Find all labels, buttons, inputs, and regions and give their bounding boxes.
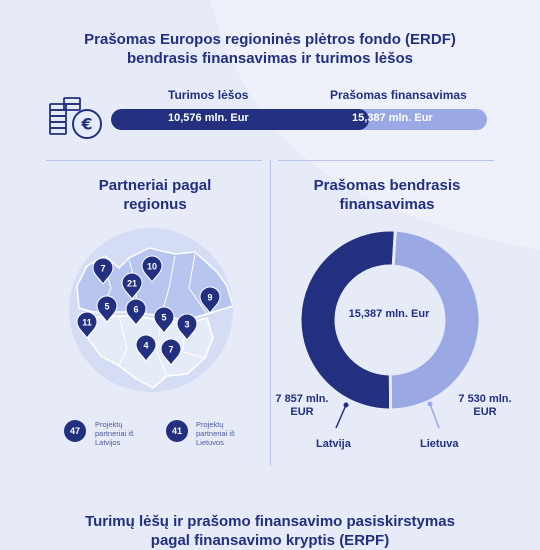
requested-funding-label: Prašomas finansavimas (330, 88, 467, 102)
available-funds-label: Turimos lėšos (168, 88, 249, 102)
cofinancing-title (282, 176, 492, 214)
map-pin-label: 6 (133, 304, 139, 315)
available-funds-value: 10,576 mln. Eur (168, 112, 249, 124)
map-pin-label: 5 (161, 312, 167, 323)
partners-title-line1: Partneriai pagal (98, 177, 212, 194)
partners-title (60, 176, 250, 214)
divider-right (278, 160, 494, 161)
cofinancing-title-line2: finansavimas (339, 196, 435, 213)
map-pin-label: 7 (100, 263, 106, 274)
euro-coins-icon (46, 96, 106, 142)
latvia-value-line1: 7 857 mln. (275, 393, 329, 405)
map-pin-label: 9 (207, 292, 213, 303)
cofinancing-title-line1: Prašomas bendrasis (313, 177, 461, 194)
latvia-value-line2: EUR (290, 406, 314, 418)
lithuania-name: Lietuva (420, 438, 459, 450)
latvia-partners-text: Projektų partneriai iš Latvijos (95, 420, 134, 447)
distribution-title-line1: Turimų lėšų ir prašomo finansavimo pasiskirstymas (85, 513, 455, 530)
lithuania-value-line1: 7 530 mln. (458, 393, 512, 405)
lithuania-value-line2: EUR (473, 406, 497, 418)
map-pin-label: 10 (146, 261, 158, 272)
divider-left (46, 160, 262, 161)
lithuania-partners-badge: 41 (166, 420, 188, 442)
page-title-line1: Prašomas Europos regioninės plėtros fondo (ERDF) (84, 31, 456, 48)
map-pin-label: 3 (184, 319, 190, 330)
svg-text:€: € (81, 114, 93, 134)
lithuania-partners-text: Projektų partneriai iš Lietuvos (196, 420, 235, 447)
latvia-partners-badge: 47 (64, 420, 86, 442)
donut-slice-latvia (300, 230, 395, 410)
map-pin-label: 5 (104, 301, 110, 312)
distribution-title (0, 512, 540, 550)
lithuania-value (450, 393, 520, 419)
donut-slice-lithuania (390, 230, 480, 410)
latvia-value (272, 393, 332, 419)
requested-funding-value: 15,387 mln. Eur (352, 112, 433, 124)
latvia-name: Latvija (316, 438, 351, 450)
donut-center-value: 15,387 mln. Eur (348, 308, 430, 320)
map-pin-label: 21 (126, 278, 138, 289)
page-title (0, 30, 540, 68)
map-pin-label: 11 (82, 317, 92, 328)
cofinancing-donut-chart (290, 220, 490, 420)
page-title-line2: bendrasis finansavimas ir turimos lėšos (127, 50, 413, 67)
regions-map (57, 228, 245, 392)
distribution-title-line2: pagal finansavimo kryptis (ERPF) (150, 532, 390, 549)
partners-title-line2: regionus (123, 196, 187, 213)
map-pin-label: 4 (143, 340, 149, 351)
divider-vertical (270, 160, 271, 466)
map-pin-label: 7 (168, 344, 174, 355)
